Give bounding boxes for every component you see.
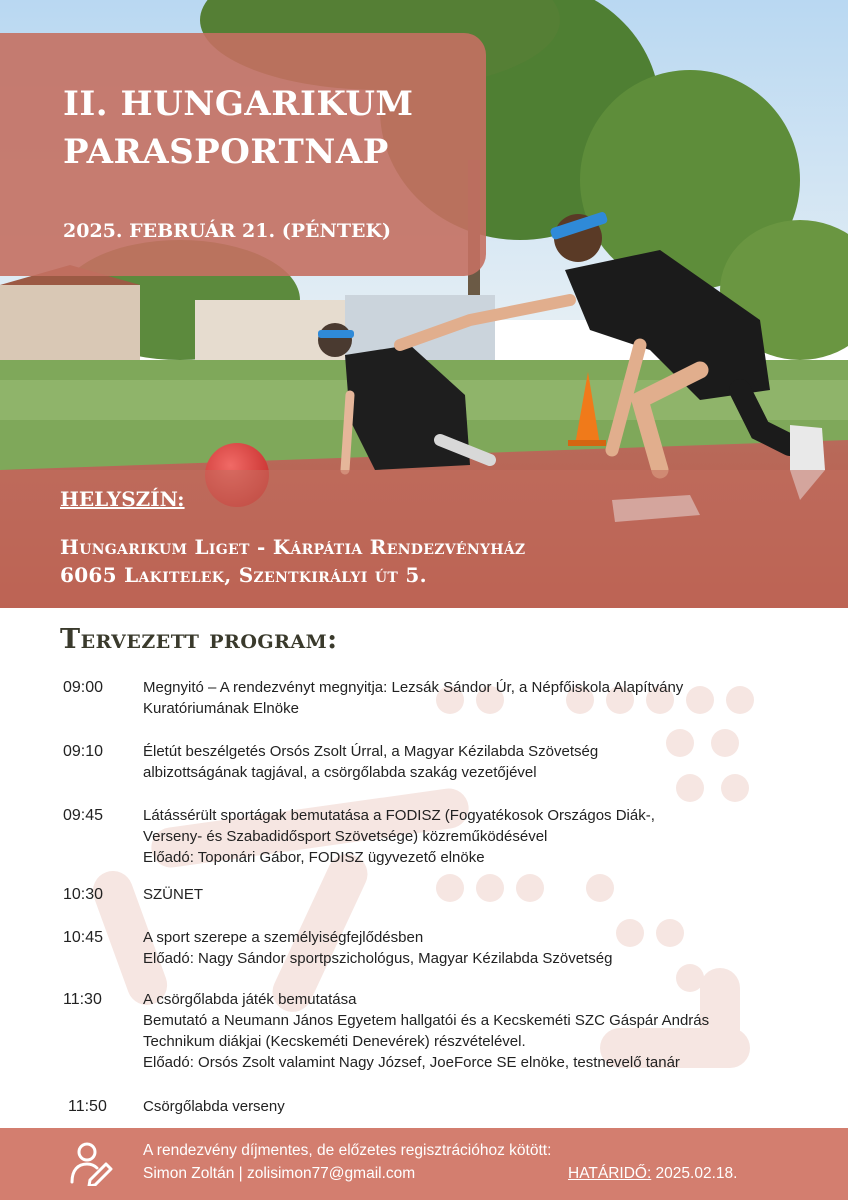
deadline bbox=[568, 1165, 737, 1183]
program-time: 09:10 bbox=[63, 743, 104, 760]
location-address: 6065 Lakitelek, Szentkirályi út 5. bbox=[60, 563, 427, 587]
registration-note: A rendezvény díjmentes, de előzetes regisztrációhoz kötött: bbox=[143, 1142, 552, 1159]
program-time: 09:00 bbox=[63, 679, 104, 696]
program-description: Csörgőlabda verseny bbox=[143, 1098, 285, 1115]
location-label: HELYSZÍN: bbox=[60, 487, 185, 511]
program-time: 09:45 bbox=[63, 807, 104, 824]
event-title-line1: II. HUNGARIKUM bbox=[63, 84, 414, 124]
program-description: Életút beszélgetés Orsós Zsolt Úrral, a Magyar Kézilabda Szövetség albizottságának tagjával, a csörgőlabda szakág vezetőjével bbox=[143, 743, 599, 781]
event-title-line2: PARASPORTNAP bbox=[63, 132, 389, 172]
deadline-label: HATÁRIDŐ: bbox=[568, 1165, 652, 1182]
contact-info: Simon Zoltán | zolisimon77@gmail.com bbox=[143, 1165, 416, 1182]
registration-footer bbox=[0, 1128, 848, 1200]
event-title bbox=[63, 80, 414, 176]
location-venue: Hungarikum Liget - Kárpátia Rendezvényház bbox=[60, 535, 526, 559]
program-time: 10:45 bbox=[63, 929, 104, 946]
deadline-value: 2025.02.18. bbox=[651, 1165, 738, 1182]
event-date: 2025. FEBRUÁR 21. (PÉNTEK) bbox=[63, 220, 391, 242]
program-description: Megnyitó – A rendezvényt megnyitja: Lezsák Sándor Úr, a Népfőiskola Alapítvány Kuratóriumának Elnöke bbox=[143, 679, 684, 717]
program-description: SZÜNET bbox=[143, 886, 203, 903]
program-description: A csörgőlabda játék bemutatása Bemutató a Neumann János Egyetem hallgatói és a Kecskeméti SZC Gáspár András Technikum diákjai (Kecskeméti Denevérek) részvételével. Előadó: Orsós Zsolt valamint Nagy József, JoeForce SE elnöke, testnevelő tanár bbox=[143, 991, 710, 1071]
program-time: 11:30 bbox=[63, 991, 102, 1008]
program-title: Tervezett program: bbox=[60, 624, 338, 655]
program-time: 10:30 bbox=[63, 886, 104, 903]
program-description: A sport szerepe a személyiségfejlődésben Előadó: Nagy Sándor sportpszichológus, Magyar Kézilabda Szövetség bbox=[143, 929, 613, 967]
user-edit-icon bbox=[68, 1140, 114, 1186]
program-time: 11:50 bbox=[68, 1098, 107, 1115]
program-description: Látássérült sportágak bemutatása a FODISZ (Fogyatékosok Országos Diák-, Verseny- és Szabadidősport Szövetsége) közreműködésével Előadó: Toponári Gábor, FODISZ ügyvezető elnöke bbox=[143, 807, 655, 866]
